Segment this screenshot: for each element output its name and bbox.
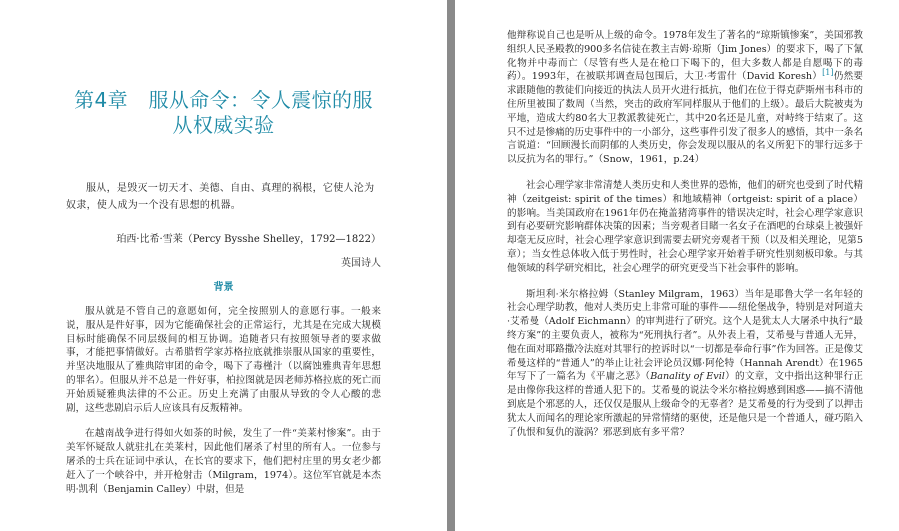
body-paragraph: 在越南战争进行得如火如荼的时候，发生了一件“美莱村惨案”。由于美军怀疑敌人就驻扎在美莱村，因此他们屠杀了村里的所有人。一位参与屠杀的士兵在证词中承认，在长官的要求下，他们把村庄里的男女老少都赶入了一个峡谷中，并开枪射击（Milgram，1974）。这位军官就是本杰明·凯利（Benjamin Calley）中尉，但是 <box>66 428 381 495</box>
chapter-title: 第4章 服从命令：令人震惊的服从权威实验 <box>74 88 373 137</box>
right-page <box>455 0 899 531</box>
body-paragraph: 服从就是不管自己的意愿如何，完全按照别人的意愿行事。一般来说，服从是件好事，因为它能确保社会的正常运行，尤其是在完成大规模目标时能确保不同层级间的相互协调。追随者只有按照领导者的要求做事，才能把事情做好。古希腊哲学家苏格拉底就推崇服从国家的重要性，并坚决地服从了雅典陪审团的命令，喝下了毒槿汁（以腐蚀雅典青年思想的罪名）。但服从并不总是一件好事，柏拉图就是因老师苏格拉底的死亡而开始质疑雅典法律的不公正。历史上充满了由服从导致的令人心酸的悲剧，这些悲剧启示后人应该具有反叛精神。 <box>66 306 381 414</box>
body-paragraph: 社会心理学家非常清楚人类历史和人类世界的恐怖，他们的研究也受到了时代精神（zeitgeist: spirit of the times）和地域精神（ortgeist: spirit of a place）的影响。当美国政府在1961年仍在掩盖猪湾事件的错误决定时，社会心理学家意识到有必要研究影响群体决策的因素；当旁观者目睹一名女子在酒吧的台球桌上被强奸却毫无反应时，社会心理学家意识到需要去研究旁观者干预（以及相关理论，见第5章）；当女性总体收入低于男性时，社会心理学家开始着手研究性别刻板印象。与其他领域的科学研究相比，社会心理学的研究更受当下社会事件的影响。 <box>507 179 863 274</box>
italic-title: Banality of Evil <box>650 371 725 383</box>
epigraph: 服从，是毁灭一切天才、美德、自由、真理的祸根，它使人沦为奴隶，使人成为一个没有思想的机器。 <box>66 183 375 211</box>
page-gutter <box>447 0 455 531</box>
paragraph-text: 他辩称说自己也是听从上级的命令。1978年发生了著名的“琼斯镇惨案”，美国邪教组织人民圣殿教的900多名信徒在教主吉姆·琼斯（Jim Jones）的要求下，喝了下氰化物并中毒而亡（尽管有些人是在枪口下喝下的，但大多数人都是自愿喝下的毒药）。1993年，在被联邦调查局包围后，大卫·考雷什（David Koresh） <box>507 30 863 83</box>
epigraph-attribution: 珀西·比希·雪莱（Percy Bysshe Shelley，1792—1822） <box>116 234 381 245</box>
footnote-link[interactable]: [1] <box>822 68 834 78</box>
left-page <box>0 0 447 531</box>
paragraph-text: 仍然要求跟随他的教徒们向接近的执法人员开火进行抵抗，他们在位于得克萨斯州韦科市的住所里被围了数周（当然，突击的政府军同样服从于他们的上级）。最后大院被夷为平地，造成大约80名大卫教派教徒死亡，其中20名还是儿童，对峙终于结束了。这只不过是惨痛的历史事件中的一小部分，这些事件引发了很多人的感悟，其中一条名言说道：“回顾漫长而阴郁的人类历史，你会发现以服从的名义所犯下的罪行远多于以反抗为名的罪行。”（Snow，1961，p.24） <box>507 71 864 166</box>
epigraph-attribution-role: 英国诗人 <box>341 258 381 269</box>
section-heading-background: 背景 <box>213 282 234 293</box>
paragraph-text: 斯坦利·米尔格拉姆（Stanley Milgram，1963）当年是耶鲁大学一名年轻的社会心理学助教，他对人类历史上非常可耻的事件——纽伦堡战争，特别是对阿道夫·艾希曼（Adolf Eichmann）的审判进行了研究。这个人是犹太人大屠杀中执行“最终方案”的主要负责人，被称为“死刑执行者”。从外表上看，艾希曼与普通人无异，他在面对耶路撒冷法庭对其罪行的控诉时以“一切都是奉命行事”作为回答。正是像艾希曼这样的“普通人”的举止让社会评论员汉娜·阿伦特（Hannah Arendt）在1965年写下了一篇名为《平庸之恶》（ <box>507 288 863 383</box>
body-paragraph <box>507 29 863 167</box>
body-paragraph <box>507 288 863 440</box>
paragraph-text: ）的文章，文中指出这种罪行正是由像你我这样的普通人犯下的。艾希曼的说法令米尔格拉姆感到困惑——搞不清他到底是个邪恶的人，还仅仅是服从上级命令的无辜者？是艾希曼的行为受到了以押击犹太人而闻名的理论家所激起的异常情绪的驱使，还是他只是一个普通人，碰巧陷入了仇恨和复仇的漩涡？邪恶到底有多平常？ <box>507 371 863 438</box>
